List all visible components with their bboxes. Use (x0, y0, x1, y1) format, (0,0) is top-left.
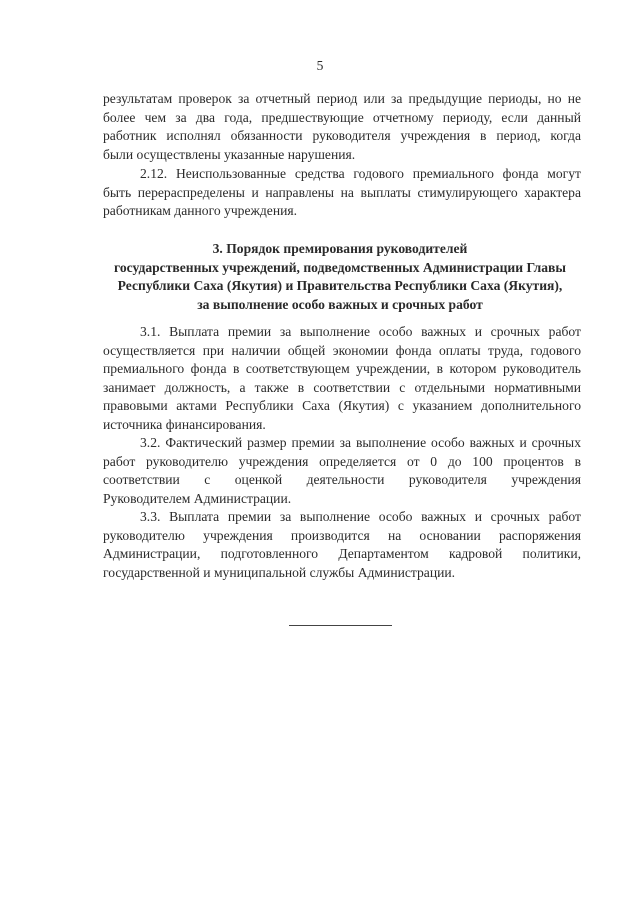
text-line: 3.2. Фактический размер премии за выполнение особо важных и срочных (140, 435, 581, 450)
text-line: работникам данного учреждения. (103, 203, 298, 219)
text-line: Администрации, подготовленного Департаментом кадровой политики, (103, 546, 581, 562)
text-line: 2.12. Неиспользованные средства годового премиального фонда могут (140, 166, 581, 181)
text-line: 3.1. Выплата премии за выполнение особо важных и срочных работ (140, 324, 581, 339)
heading-line: 3. Порядок премирования руководителей (212, 241, 468, 256)
text-line: источника финансирования. (103, 416, 266, 432)
paragraph-2-12 (103, 165, 581, 221)
paragraph-3-2 (103, 434, 581, 508)
paragraph-3-1 (103, 323, 581, 435)
text-line: Руководителем Администрации. (103, 490, 292, 506)
page-number: 5 (316, 58, 324, 73)
section-3-heading (90, 240, 590, 314)
text-line: осуществляется при наличии общей экономии фонда оплаты труда, годового (103, 342, 581, 358)
text-line: работ руководителю учреждения определяется от 0 до 100 процентов в (103, 453, 581, 469)
text-line: занимает должность, а также в соответствии с отдельными нормативными (103, 379, 581, 395)
text-line: были осуществлены указанные нарушения. (103, 146, 356, 162)
heading-line: Республики Саха (Якутия) и Правительства Республики Саха (Якутия), (117, 278, 563, 294)
paragraph-3-3 (103, 508, 581, 582)
text-line: руководителю учреждения производится на основании распоряжения (103, 527, 581, 543)
text-line: премиального фонда в соответствующем учреждении, в котором руководитель (103, 361, 581, 377)
text-line: быть перераспределены и направлены на выплаты стимулирующего характера (103, 184, 581, 200)
paragraph-carryover (103, 90, 581, 164)
text-line: работник исполнял обязанности руководителя учреждения в период, когда (103, 128, 581, 144)
heading-line: государственных учреждений, подведомственных Администрации Главы (114, 259, 566, 275)
heading-line: за выполнение особо важных и срочных работ (197, 296, 483, 312)
end-of-document-rule (289, 625, 392, 626)
text-line: более чем за два года, предшествующие отчетному периоду, если данный (103, 109, 581, 125)
text-line: результатам проверок за отчетный период или за предыдущие периоды, но не (103, 91, 581, 106)
text-line: соответствии с оценкой деятельности руководителя учреждения (103, 472, 581, 488)
text-line: 3.3. Выплата премии за выполнение особо важных и срочных работ (140, 509, 581, 524)
text-line: правовыми актами Республики Саха (Якутия) с указанием дополнительного (103, 398, 581, 414)
text-line: государственной и муниципальной службы Администрации. (103, 564, 456, 580)
